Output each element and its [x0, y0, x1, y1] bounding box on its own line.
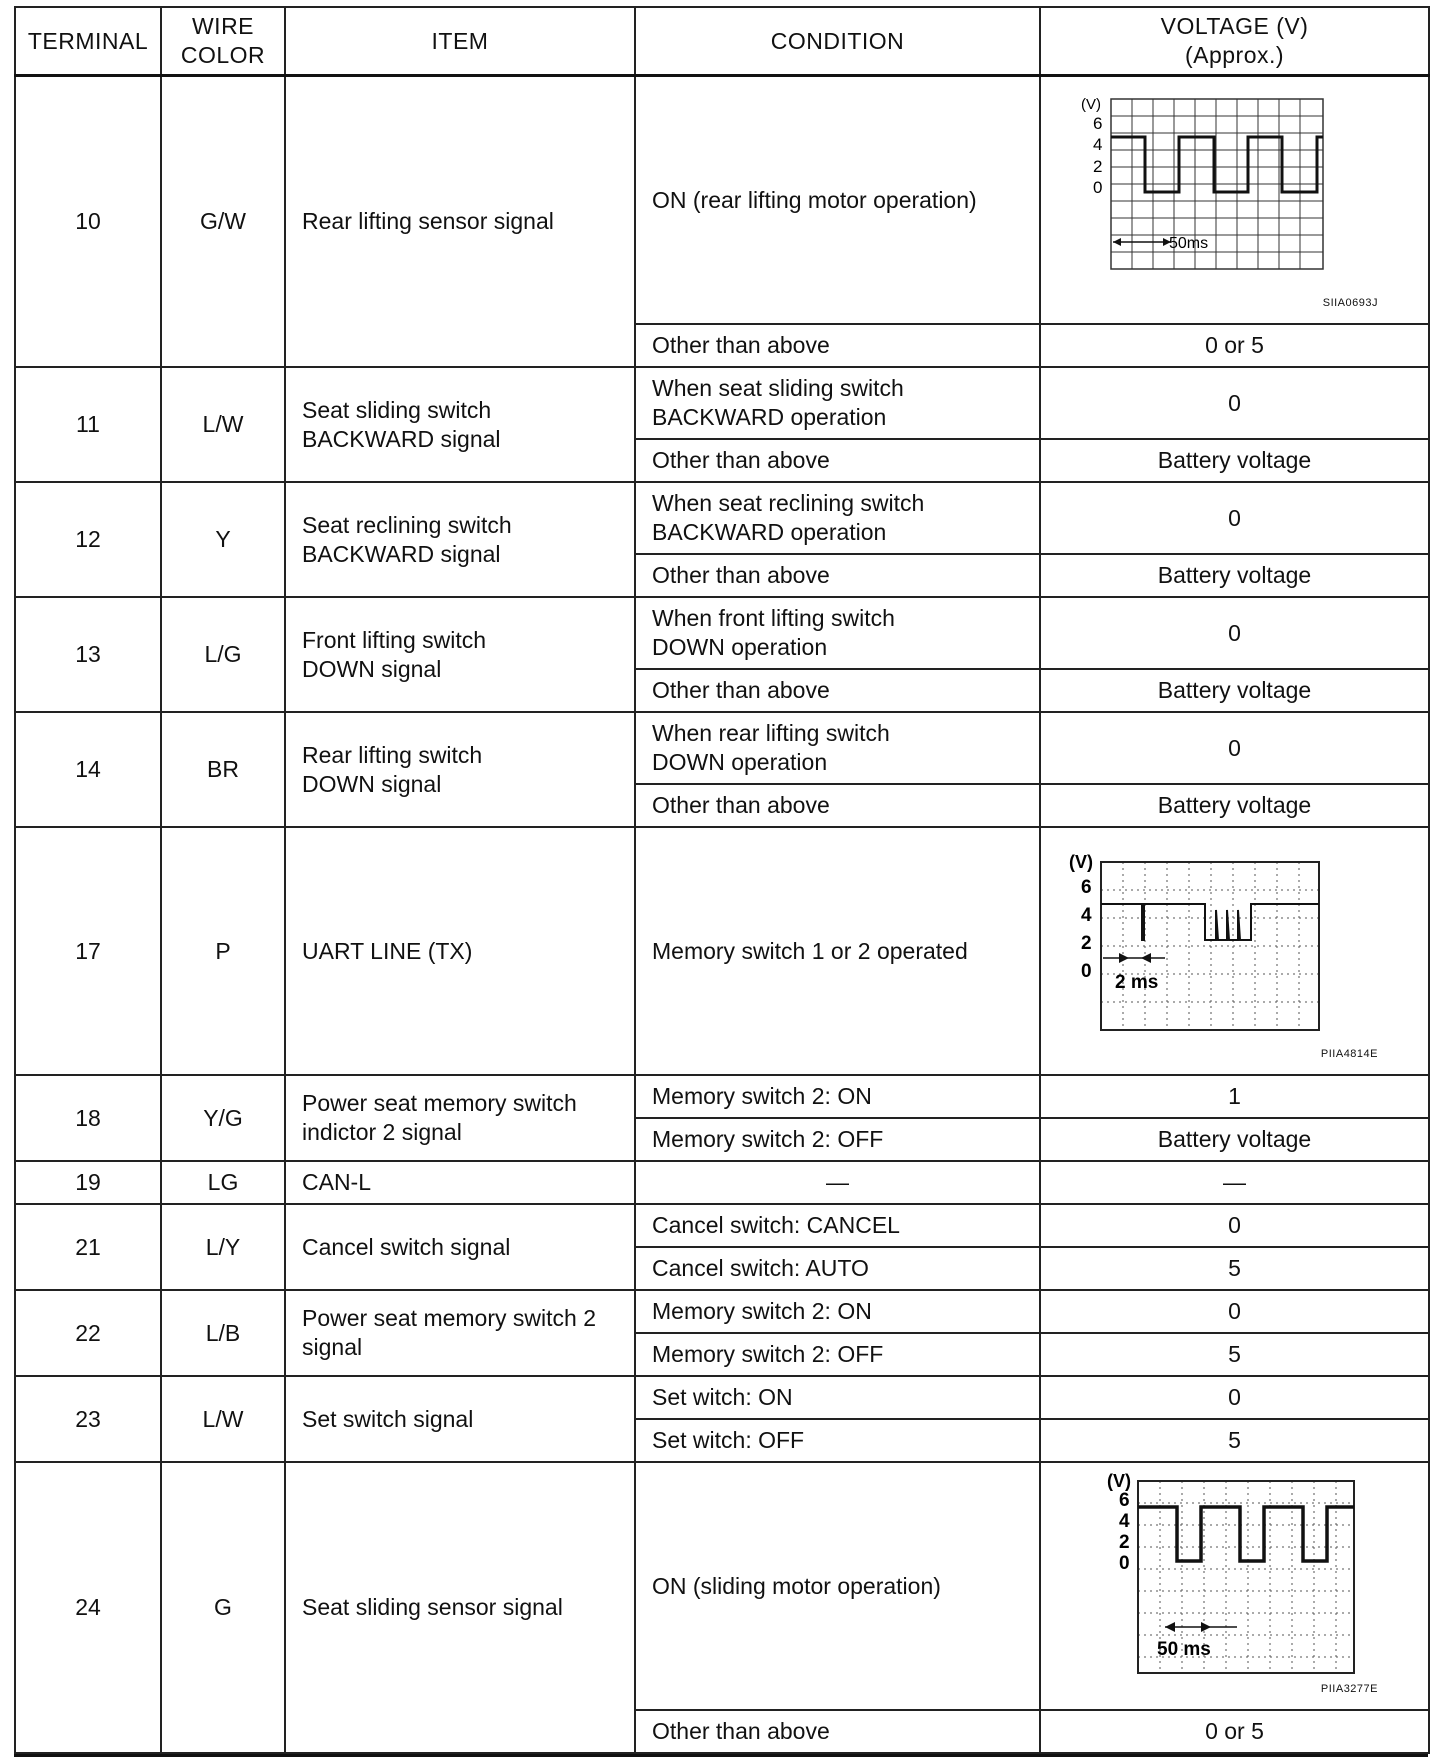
terminal-cell: 11 — [15, 367, 161, 482]
condition-cell — [635, 712, 1040, 784]
wire-color-cell: L/G — [161, 597, 285, 712]
y-tick-label: 4 — [1081, 905, 1092, 926]
voltage-cell: Battery voltage — [1040, 1118, 1429, 1161]
item-line: Power seat memory switch 2 — [302, 1305, 596, 1332]
condition-cell: ON (sliding motor operation) — [635, 1462, 1040, 1710]
item-cell: CAN-L — [285, 1161, 635, 1204]
header-row — [15, 7, 1429, 76]
waveform-cell — [1040, 827, 1429, 1075]
header-voltage — [1040, 7, 1429, 76]
wire-color-cell: G/W — [161, 76, 285, 368]
terminal-cell: 14 — [15, 712, 161, 827]
condition-line: BACKWARD operation — [652, 519, 887, 545]
wire-color-cell: Y/G — [161, 1075, 285, 1161]
y-tick-label: 0 — [1081, 961, 1092, 982]
terminal-cell: 17 — [15, 827, 161, 1075]
signal-trace — [1101, 904, 1319, 940]
voltage-cell: 0 — [1040, 1290, 1429, 1333]
wire-color-cell: L/Y — [161, 1204, 285, 1290]
terminal-cell: 13 — [15, 597, 161, 712]
voltage-cell: 0 or 5 — [1040, 1710, 1429, 1753]
table-row — [15, 827, 1429, 1075]
y-tick-label: 4 — [1119, 1511, 1130, 1532]
voltage-cell: 0 — [1040, 482, 1429, 554]
terminal-cell: 19 — [15, 1161, 161, 1204]
header-terminal: TERMINAL — [15, 7, 161, 76]
waveform-grid — [1111, 99, 1323, 269]
y-axis-unit: (V) — [1081, 96, 1101, 113]
time-span-label: 50ms — [1169, 235, 1209, 252]
waveform-cell — [1040, 1462, 1429, 1710]
condition-cell — [635, 597, 1040, 669]
condition-cell: Other than above — [635, 784, 1040, 827]
y-tick-label: 4 — [1093, 135, 1103, 154]
voltage-cell: 1 — [1040, 1075, 1429, 1118]
header-wire-color — [161, 7, 285, 76]
terminal-cell: 18 — [15, 1075, 161, 1161]
voltage-cell: Battery voltage — [1040, 669, 1429, 712]
y-axis-unit: (V) — [1069, 852, 1093, 872]
waveform-grid — [1101, 862, 1319, 1030]
item-cell — [285, 712, 635, 827]
voltage-cell: Battery voltage — [1040, 439, 1429, 482]
condition-cell: — — [635, 1161, 1040, 1204]
condition-cell: Memory switch 2: ON — [635, 1075, 1040, 1118]
item-line: DOWN signal — [302, 770, 442, 797]
voltage-cell: Battery voltage — [1040, 784, 1429, 827]
voltage-cell: 0 — [1040, 367, 1429, 439]
header-item: ITEM — [285, 7, 635, 76]
terminal-cell: 10 — [15, 76, 161, 368]
item-line: Seat reclining switch — [302, 511, 512, 538]
condition-cell: Memory switch 2: OFF — [635, 1333, 1040, 1376]
wire-color-cell: Y — [161, 482, 285, 597]
y-tick-label: 0 — [1119, 1553, 1130, 1574]
wire-color-cell: L/W — [161, 367, 285, 482]
terminal-cell: 21 — [15, 1204, 161, 1290]
voltage-cell: — — [1040, 1161, 1429, 1204]
signal-trace — [1138, 1507, 1354, 1561]
condition-cell: Cancel switch: CANCEL — [635, 1204, 1040, 1247]
item-line: Seat sliding switch — [302, 396, 492, 423]
time-span-label: 50 ms — [1157, 1639, 1211, 1660]
voltage-cell: 5 — [1040, 1247, 1429, 1290]
y-tick-label: 2 — [1119, 1532, 1130, 1553]
table-row — [15, 597, 1429, 669]
item-cell: Rear lifting sensor signal — [285, 76, 635, 368]
voltage-cell: 0 — [1040, 597, 1429, 669]
terminal-spec-table — [14, 6, 1430, 1754]
y-tick-label: 0 — [1093, 178, 1103, 197]
condition-cell: Cancel switch: AUTO — [635, 1247, 1040, 1290]
arrow-head-left — [1119, 953, 1129, 963]
table-row — [15, 712, 1429, 784]
wire-color-cell: L/W — [161, 1376, 285, 1462]
voltage-cell: 5 — [1040, 1419, 1429, 1462]
terminal-cell: 22 — [15, 1290, 161, 1376]
table-row — [15, 76, 1429, 325]
item-cell: Cancel switch signal — [285, 1204, 635, 1290]
y-tick-label: 6 — [1081, 877, 1092, 898]
item-cell: Seat sliding sensor signal — [285, 1462, 635, 1753]
y-axis-unit: (V) — [1107, 1471, 1131, 1491]
item-cell — [285, 597, 635, 712]
item-cell — [285, 1075, 635, 1161]
item-line: indictor 2 signal — [302, 1119, 462, 1145]
condition-line: DOWN operation — [652, 634, 828, 660]
item-cell: UART LINE (TX) — [285, 827, 635, 1075]
item-line: signal — [302, 1334, 363, 1360]
condition-cell — [635, 482, 1040, 554]
header-condition: CONDITION — [635, 7, 1040, 76]
condition-line: When front lifting switch — [652, 605, 895, 632]
time-span-label: 2 ms — [1115, 972, 1159, 993]
waveform-cell — [1040, 76, 1429, 325]
table-row — [15, 1204, 1429, 1247]
condition-line: When seat sliding switch — [652, 375, 904, 402]
item-line: BACKWARD signal — [302, 540, 501, 567]
table-row — [15, 1075, 1429, 1118]
condition-line: When rear lifting switch — [652, 720, 890, 747]
item-line: DOWN signal — [302, 655, 442, 682]
bottom-rule — [14, 1754, 1428, 1757]
condition-cell: Set witch: ON — [635, 1376, 1040, 1419]
voltage-cell: 0 or 5 — [1040, 324, 1429, 367]
table-row — [15, 1161, 1429, 1204]
wire-color-cell: P — [161, 827, 285, 1075]
voltage-cell: 0 — [1040, 1204, 1429, 1247]
item-cell — [285, 367, 635, 482]
wire-color-cell: BR — [161, 712, 285, 827]
y-tick-label: 6 — [1119, 1490, 1130, 1511]
voltage-cell: Battery voltage — [1040, 554, 1429, 597]
condition-cell: Other than above — [635, 439, 1040, 482]
condition-line: When seat reclining switch — [652, 490, 925, 517]
arrow-head-right — [1201, 1622, 1211, 1632]
item-line: Front lifting switch — [302, 626, 487, 653]
header-voltage-line2: (Approx.) — [1184, 42, 1285, 68]
condition-line: DOWN operation — [652, 749, 828, 775]
header-voltage-line1: VOLTAGE (V) — [1160, 13, 1309, 40]
condition-cell: Other than above — [635, 1710, 1040, 1753]
condition-line: BACKWARD operation — [652, 404, 887, 430]
table-row — [15, 1290, 1429, 1333]
figure-id: PIIA3277E — [1320, 1683, 1378, 1696]
item-cell: Set switch signal — [285, 1376, 635, 1462]
y-tick-label: 2 — [1081, 933, 1092, 954]
voltage-cell: 0 — [1040, 1376, 1429, 1419]
figure-id: SIIA0693J — [1322, 297, 1378, 310]
condition-cell: ON (rear lifting motor operation) — [635, 76, 1040, 325]
item-cell — [285, 1290, 635, 1376]
table-row — [15, 367, 1429, 439]
waveform-rear-lifting-sensor — [1041, 77, 1430, 323]
item-line: Rear lifting switch — [302, 741, 483, 768]
wire-color-cell: G — [161, 1462, 285, 1753]
arrow-head-left — [1165, 1622, 1175, 1632]
condition-cell: Memory switch 2: ON — [635, 1290, 1040, 1333]
table-row — [15, 1462, 1429, 1710]
item-line: Power seat memory switch — [302, 1090, 577, 1117]
y-tick-label: 6 — [1093, 114, 1103, 133]
condition-cell — [635, 367, 1040, 439]
terminal-cell: 23 — [15, 1376, 161, 1462]
header-wire-color-line1: WIRE — [191, 13, 255, 40]
table-row — [15, 1376, 1429, 1419]
wire-color-cell: L/B — [161, 1290, 285, 1376]
item-cell — [285, 482, 635, 597]
voltage-cell: 0 — [1040, 712, 1429, 784]
wire-color-cell: LG — [161, 1161, 285, 1204]
terminal-cell: 24 — [15, 1462, 161, 1753]
waveform-seat-sliding-sensor — [1041, 1463, 1430, 1709]
condition-cell: Set witch: OFF — [635, 1419, 1040, 1462]
arrow-head-left — [1113, 238, 1121, 246]
item-line: BACKWARD signal — [302, 425, 501, 452]
condition-cell: Other than above — [635, 554, 1040, 597]
condition-cell: Other than above — [635, 669, 1040, 712]
table-row — [15, 482, 1429, 554]
y-tick-label: 2 — [1093, 157, 1103, 176]
figure-id: PIIA4814E — [1320, 1048, 1378, 1061]
voltage-cell: 5 — [1040, 1333, 1429, 1376]
condition-cell: Memory switch 1 or 2 operated — [635, 827, 1040, 1075]
terminal-cell: 12 — [15, 482, 161, 597]
arrow-head-right — [1141, 953, 1151, 963]
condition-cell: Other than above — [635, 324, 1040, 367]
waveform-uart-tx — [1041, 828, 1430, 1074]
condition-cell: Memory switch 2: OFF — [635, 1118, 1040, 1161]
header-wire-color-line2: COLOR — [180, 42, 266, 68]
